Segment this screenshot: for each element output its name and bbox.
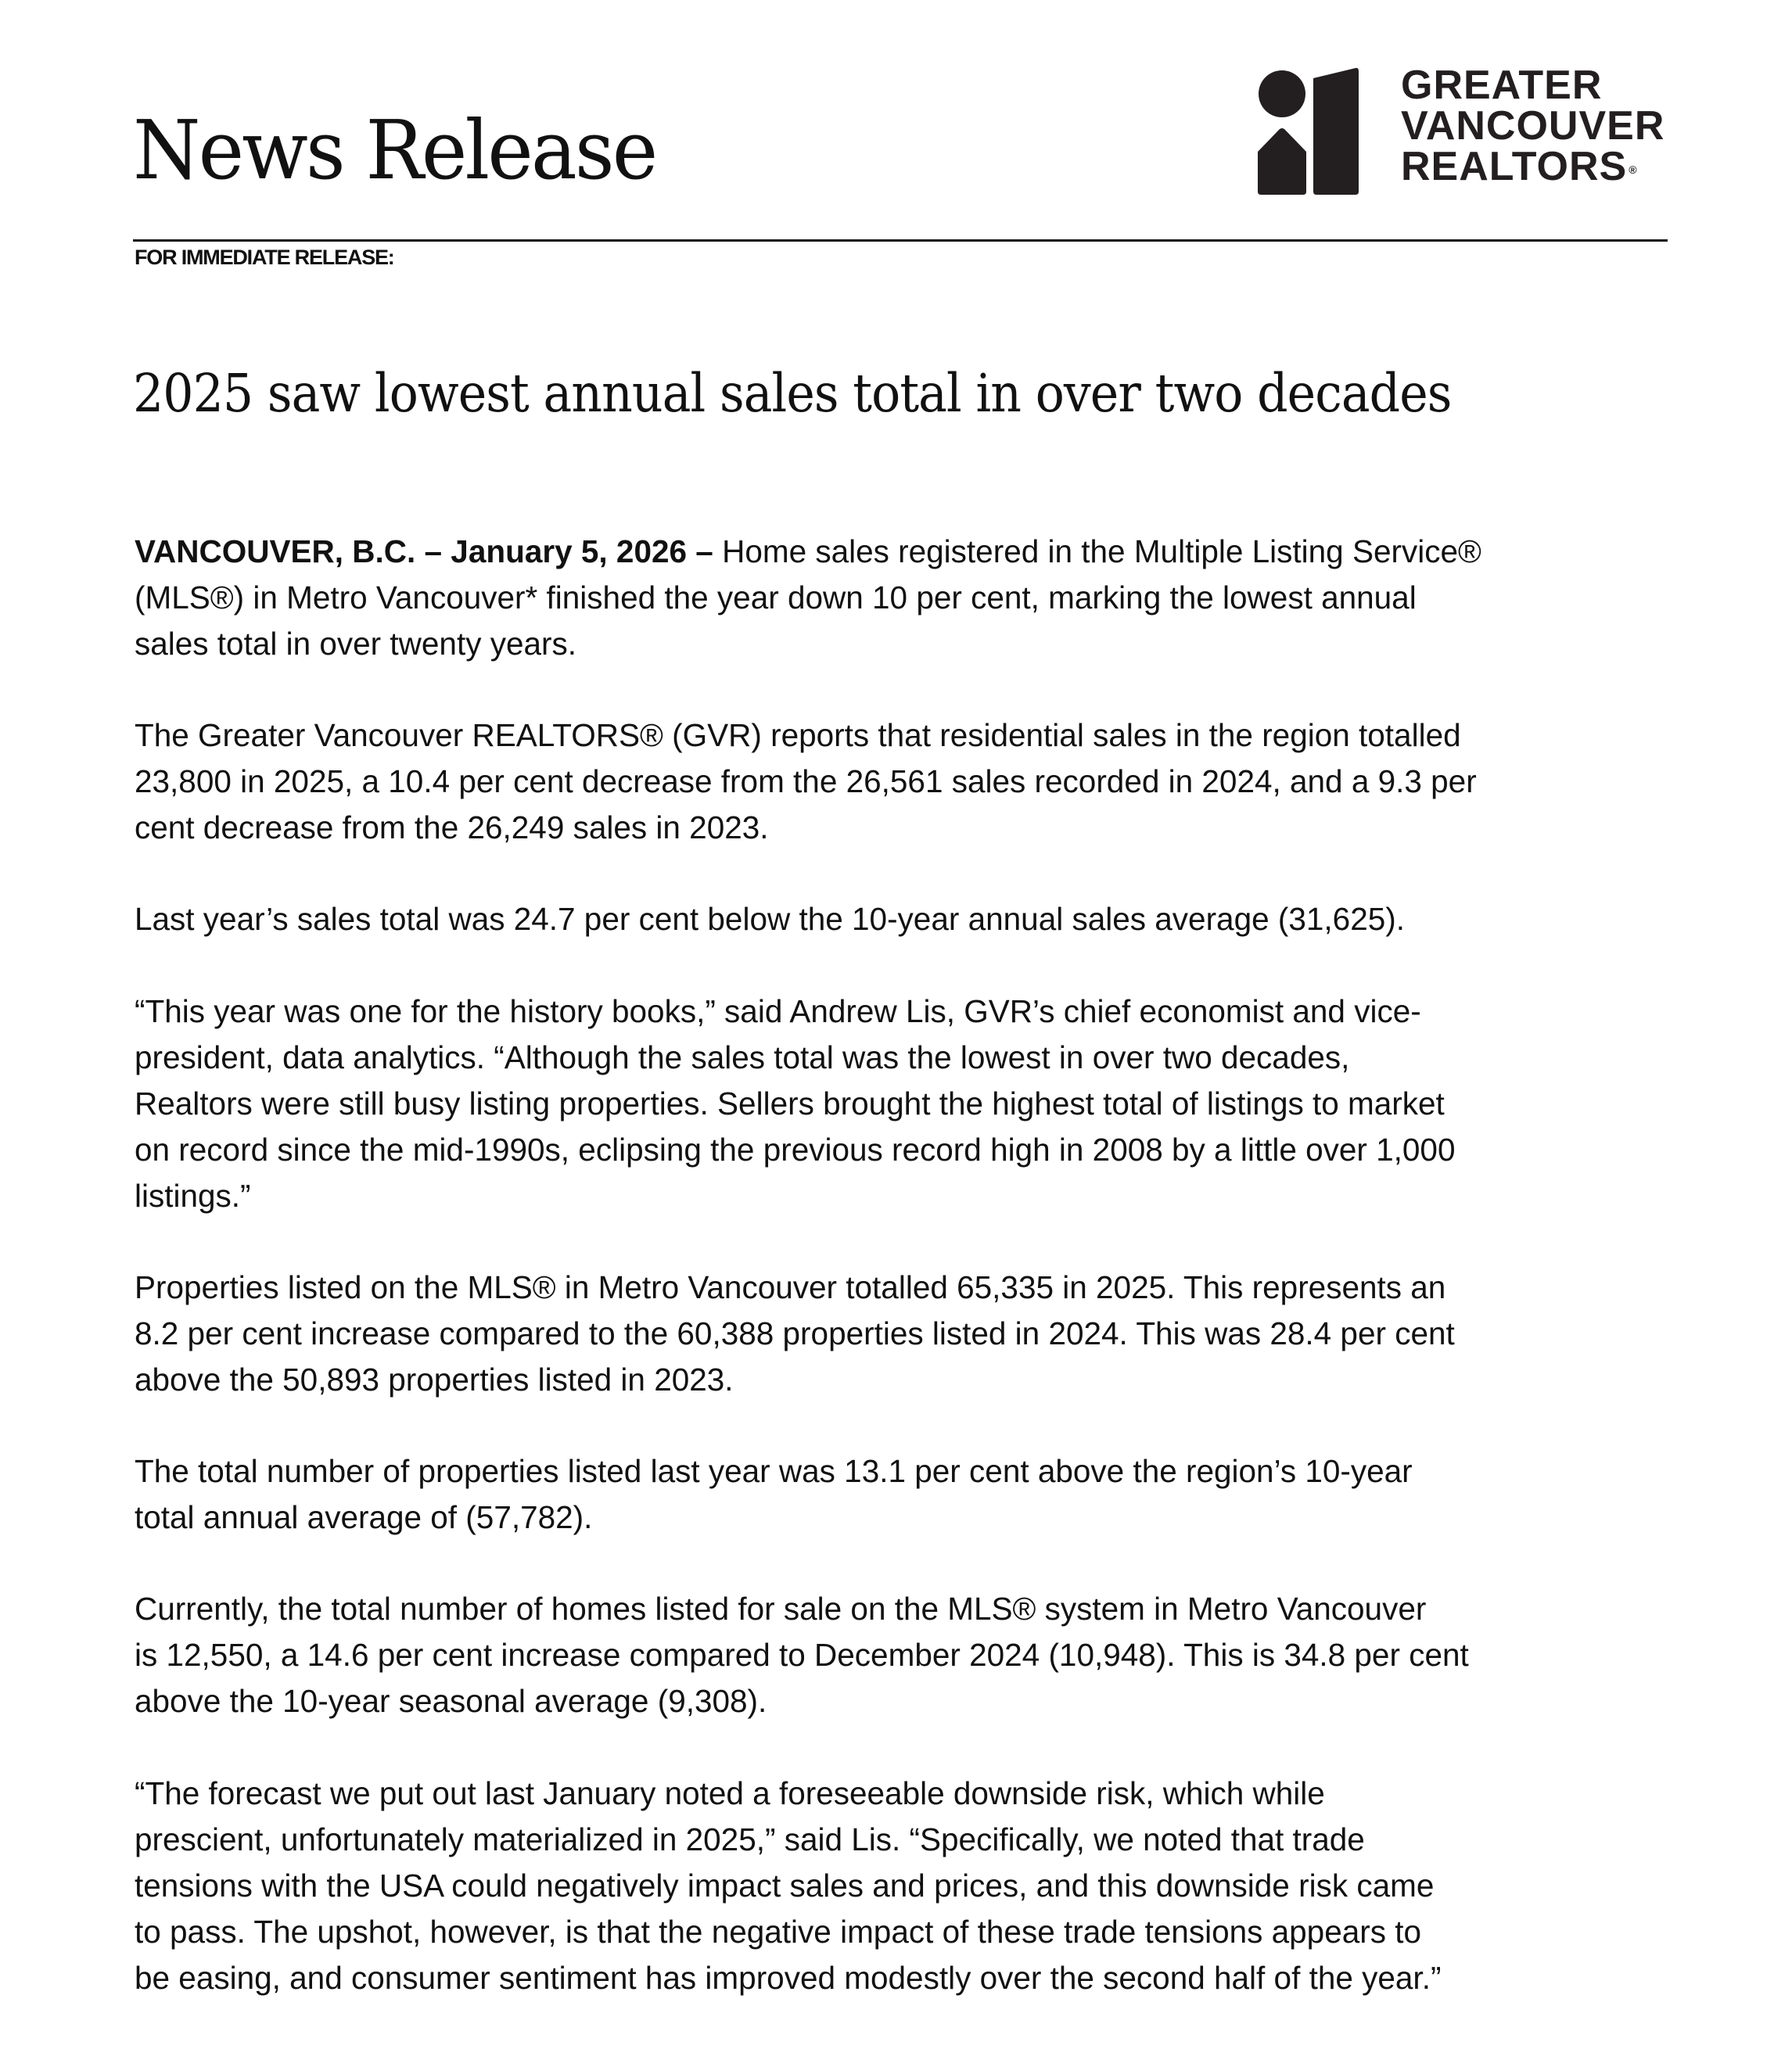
paragraph-line: prescient, unfortunately materialized in 2025,” said Lis. “Specifically, we noted that trade <box>135 1821 1365 1857</box>
paragraph-listings <box>135 1265 1668 1403</box>
paragraph-line: be easing, and consumer sentiment has improved modestly over the second half of the year.” <box>135 1960 1442 1996</box>
paragraph-line: The total number of properties listed last year was 13.1 per cent above the region’s 10-year <box>135 1453 1413 1489</box>
paragraph-line: tensions with the USA could negatively impact sales and prices, and this downside risk came <box>135 1868 1435 1904</box>
gvr-logo-wordmark <box>1401 65 1665 187</box>
paragraph-line: sales total in over twenty years. <box>135 626 577 662</box>
paragraph-line: Home sales registered in the Multiple Listing Service® <box>713 533 1481 569</box>
paragraph-listings-average <box>135 1448 1668 1541</box>
paragraph-line: to pass. The upshot, however, is that the negative impact of these trade tensions appears to <box>135 1914 1422 1950</box>
paragraph-line: Currently, the total number of homes listed for sale on the MLS® system in Metro Vancouver <box>135 1591 1427 1627</box>
headline: 2025 saw lowest annual sales total in over two decades <box>133 363 1452 424</box>
paragraph-line: 8.2 per cent increase compared to the 60,388 properties listed in 2024. This was 28.4 per cent <box>135 1315 1455 1351</box>
header-divider <box>133 239 1668 242</box>
page-title: News Release <box>133 102 656 198</box>
paragraph-line: The Greater Vancouver REALTORS® (GVR) reports that residential sales in the region totalled <box>135 717 1461 753</box>
paragraph-line: above the 50,893 properties listed in 2023. <box>135 1362 734 1398</box>
paragraph-line: cent decrease from the 26,249 sales in 2023. <box>135 809 769 845</box>
logo-line-greater: GREATER <box>1401 63 1603 108</box>
paragraph-line: on record since the mid-1990s, eclipsing the previous record high in 2008 by a little over 1,000 <box>135 1132 1456 1168</box>
paragraph-inventory <box>135 1586 1668 1724</box>
paragraph-line: is 12,550, a 14.6 per cent increase compared to December 2024 (10,948). This is 34.8 per cent <box>135 1637 1469 1673</box>
paragraph-line: Last year’s sales total was 24.7 per cent below the 10-year annual sales average (31,625). <box>135 901 1405 937</box>
paragraph-quote-forecast <box>135 1771 1668 2001</box>
paragraph-lede <box>135 529 1668 667</box>
paragraph-line: above the 10-year seasonal average (9,308). <box>135 1683 767 1719</box>
gvr-logo <box>1258 65 1680 198</box>
logo-line-realtors: REALTORS <box>1401 144 1628 189</box>
paragraph-sales <box>135 712 1668 851</box>
paragraph-line: (MLS®) in Metro Vancouver* finished the year down 10 per cent, marking the lowest annual <box>135 580 1417 615</box>
paragraph-line: listings.” <box>135 1178 251 1214</box>
logo-line-vancouver: VANCOUVER <box>1401 103 1665 149</box>
paragraph-line: 23,800 in 2025, a 10.4 per cent decrease from the 26,561 sales recorded in 2024, and a 9.3 per <box>135 763 1477 799</box>
paragraph-line: total annual average of (57,782). <box>135 1499 593 1535</box>
gvr-logo-mark-icon <box>1258 65 1391 198</box>
dateline: VANCOUVER, B.C. – January 5, 2026 – <box>135 533 713 569</box>
release-label: FOR IMMEDIATE RELEASE: <box>135 246 394 269</box>
paragraph-line: Realtors were still busy listing properties. Sellers brought the highest total of listings to market <box>135 1086 1445 1121</box>
paragraph-line: “The forecast we put out last January noted a foreseeable downside risk, which while <box>135 1775 1325 1811</box>
registered-mark: ® <box>1629 163 1638 176</box>
paragraph-line: Properties listed on the MLS® in Metro Vancouver totalled 65,335 in 2025. This represents an <box>135 1269 1446 1305</box>
paragraph-line: “This year was one for the history books,” said Andrew Lis, GVR’s chief economist and vice- <box>135 993 1421 1029</box>
paragraph-quote-history <box>135 989 1668 1219</box>
paragraph-line: president, data analytics. “Although the sales total was the lowest in over two decades, <box>135 1039 1350 1075</box>
paragraph-sales-average <box>135 896 1668 942</box>
